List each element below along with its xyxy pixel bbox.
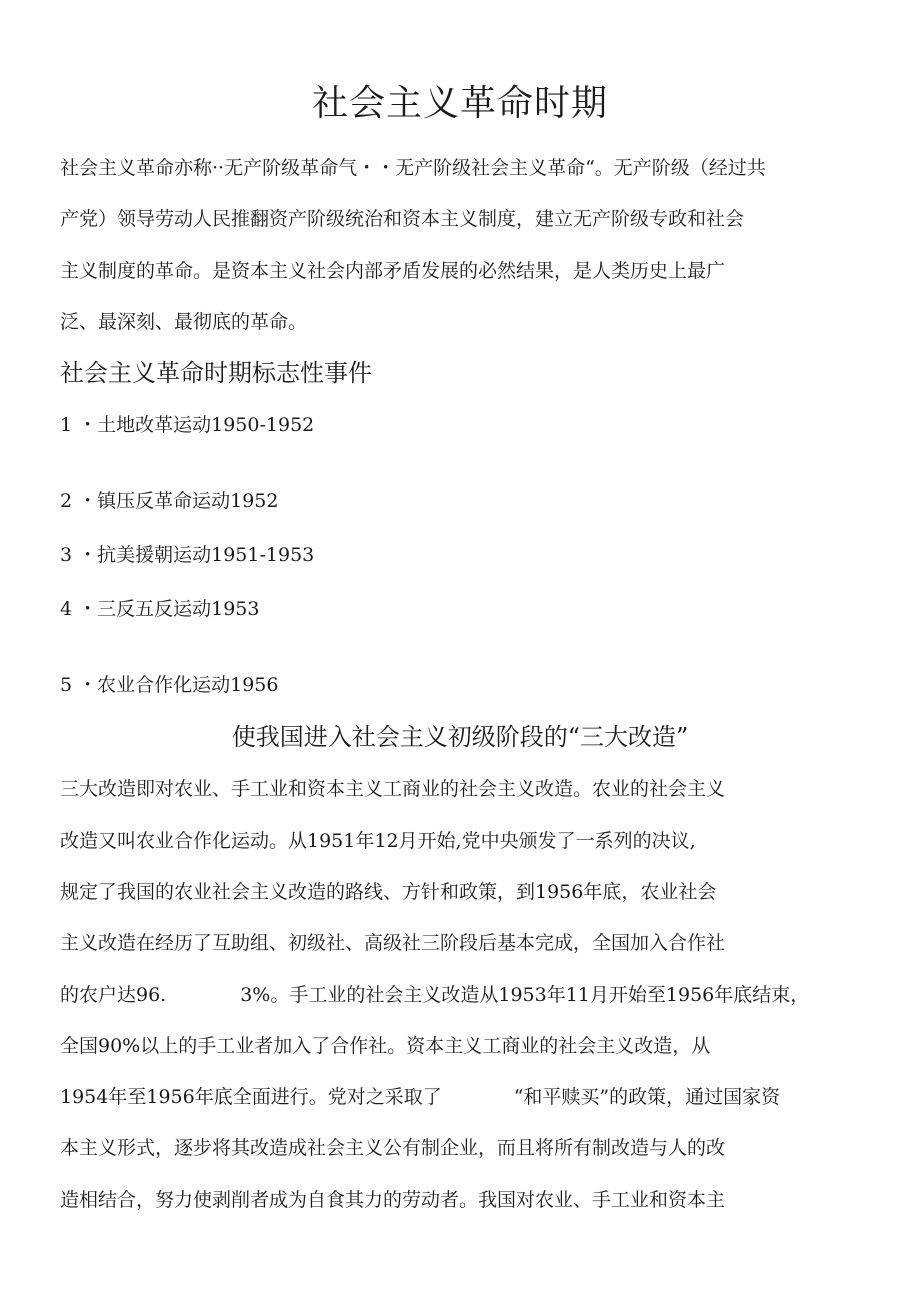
intro-line-2: 产党）领导劳动人民推翻资产阶级统治和资本主义制度，建立无产阶级专政和社会: [60, 208, 745, 230]
reform-line-8: 本主义形式，逐步将其改造成社会主义公有制企业，而且将所有制改造与人的改: [60, 1137, 726, 1159]
reform-line-5: [60, 981, 809, 1009]
reform-line-9: 造相结合，努力使剥削者成为自食其力的劳动者。我国对农业、手工业和资本主: [60, 1189, 726, 1211]
event-item-4: 4 ・三反五反运动1953: [60, 598, 260, 620]
reform-line-7: [60, 1083, 780, 1111]
event-item-2: 2 ・镇压反革命运动1952: [60, 490, 279, 512]
event-item-1: 1 ・土地改革运动1950-1952: [60, 414, 315, 436]
reform-line-7-part-a: 1954年至1956年底全面进行。党对之采取了: [60, 1086, 442, 1108]
event-item-5: 5 ・农业合作化运动1956: [60, 674, 279, 696]
reform-line-1: 三大改造即对农业、手工业和资本主义工商业的社会主义改造。农业的社会主义: [60, 778, 726, 800]
reform-line-3: 规定了我国的农业社会主义改造的路线、方针和政策，到1956年底，农业社会: [60, 881, 717, 903]
reform-line-7-part-b: “和平赎买”的政策，通过国家资: [513, 1086, 781, 1108]
page-title: 社会主义革命时期: [311, 83, 608, 124]
reform-line-4: 主义改造在经历了互助组、初级社、高级社三阶段后基本完成，全国加入合作社: [60, 932, 726, 954]
reform-line-2: 改造又叫农业合作化运动。从1951年12月开始,党中央颁发了一系列的决议,: [60, 830, 696, 852]
events-heading: 社会主义革命时期标志性事件: [60, 359, 372, 387]
reform-line-6: 全国90%以上的手工业者加入了合作社。资本主义工商业的社会主义改造，从: [60, 1035, 711, 1057]
event-item-3: 3 ・抗美援朝运动1951-1953: [60, 544, 315, 566]
intro-line-4: 泛、最深刻、最彻底的革命。: [60, 311, 308, 333]
reform-heading: 使我国进入社会主义初级阶段的“三大改造”: [231, 723, 689, 751]
intro-line-3: 主义制度的革命。是资本主义社会内部矛盾发展的必然结果，是人类历史上最广: [60, 260, 726, 282]
reform-line-5-part-a: 的农户达96.: [60, 984, 167, 1006]
reform-line-5-part-b: 3%。手工业的社会主义改造从1953年11月开始至1956年底结束，: [240, 984, 810, 1006]
intro-line-1: 社会主义革命亦称··无产阶级革命气・・无产阶级社会主义革命“。无产阶级（经过共: [60, 157, 766, 179]
